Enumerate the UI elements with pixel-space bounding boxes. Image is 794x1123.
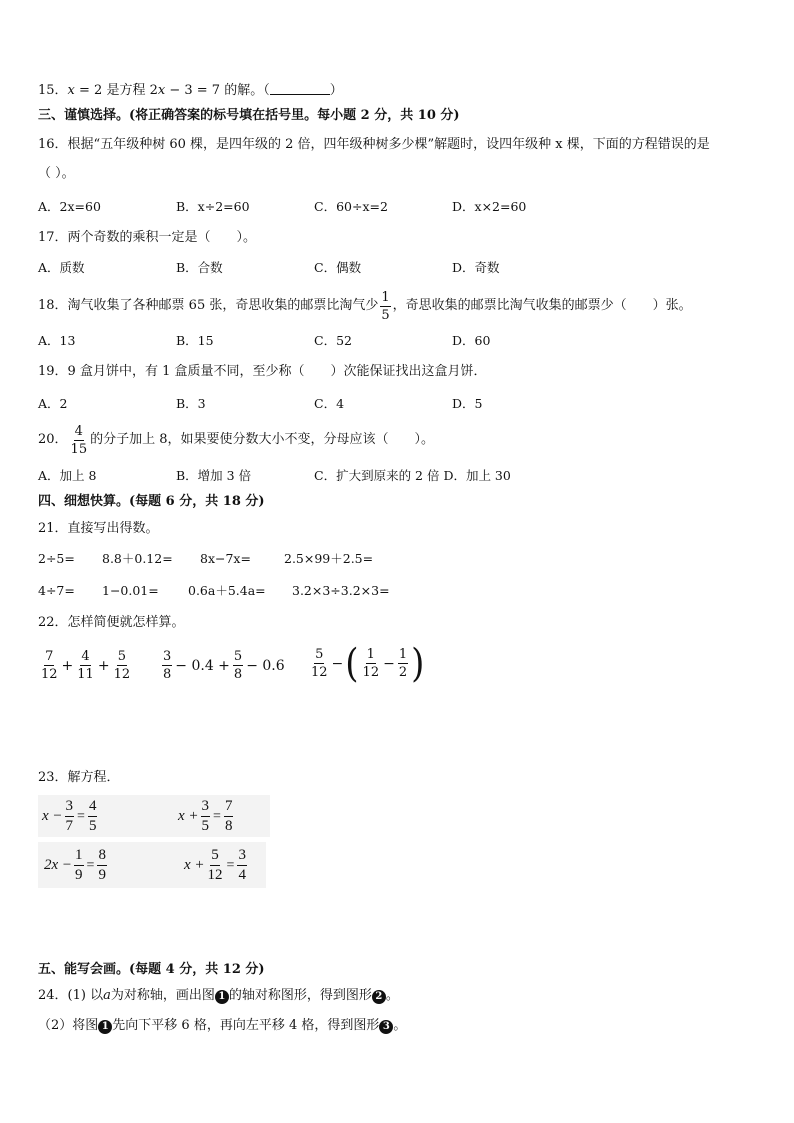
option-c[interactable]: C．60÷x=2 (314, 199, 388, 214)
numerator: 4 (74, 423, 83, 439)
calc-item: 2÷5= (38, 551, 75, 566)
fraction (113, 648, 132, 683)
variable: x (157, 83, 166, 98)
equation-left: 2x − (44, 857, 73, 873)
question-text: 为对称轴，画出图 (110, 988, 215, 1003)
equation-left: x + (184, 857, 205, 873)
operator: + (97, 657, 110, 674)
denominator: 12 (41, 667, 58, 682)
expression-1 (38, 648, 133, 683)
option-c[interactable]: C．52 (314, 333, 352, 348)
numerator: 3 (201, 797, 211, 817)
denominator: 8 (224, 818, 233, 834)
fraction (97, 846, 107, 885)
equals-sign: = (77, 808, 85, 824)
operator: − 0.6 (246, 657, 285, 674)
equation-left: x + (178, 808, 199, 824)
circled-number: 1 (98, 1020, 112, 1034)
option-b[interactable]: B．合数 (176, 260, 223, 275)
numerator: 5 (117, 649, 126, 664)
fraction (65, 797, 75, 836)
calc-item: 8.8＋0.12= (102, 551, 173, 566)
option-a[interactable]: A．2 (38, 396, 68, 411)
question-text: 先向下平移 6 格，再向左平移 4 格，得到图形 (112, 1018, 380, 1033)
option-d[interactable]: D．60 (452, 333, 491, 348)
question-20 (38, 420, 434, 460)
operator: − (331, 655, 344, 672)
question-text: 24．(1) 以 (38, 988, 104, 1003)
calc-item: 0.6a＋5.4a= (188, 583, 266, 598)
fraction (162, 648, 172, 683)
expression-2 (160, 648, 286, 683)
fraction (76, 648, 95, 683)
numerator: 1 (381, 289, 390, 305)
denominator: 12 (207, 867, 223, 883)
question-text: 的轴对称图形，得到图形 (228, 988, 372, 1003)
fraction (40, 648, 59, 683)
question-21-text: 21．直接写出得数。 (38, 521, 159, 536)
option-b[interactable]: B．15 (176, 333, 214, 348)
calc-item: 1−0.01= (102, 583, 159, 598)
question-16-text-cont: （ ）。 (38, 166, 75, 181)
option-a[interactable]: A．13 (38, 333, 76, 348)
option-c[interactable]: C．偶数 (314, 260, 362, 275)
section-heading-5: 五、能写会画。(每题 4 分，共 12 分) (38, 962, 265, 977)
option-a[interactable]: A．质数 (38, 260, 85, 275)
equation-part: = 2 (74, 83, 103, 98)
answer-blank[interactable] (270, 82, 330, 95)
question-text: 的分子加上 8，如果要使分数大小不变，分母应该（ ）。 (90, 432, 434, 447)
operator: − (383, 655, 395, 672)
fraction (380, 289, 390, 324)
option-c[interactable]: C．4 (314, 396, 345, 411)
denominator: 9 (75, 867, 83, 883)
fraction (310, 646, 329, 681)
equation-4 (184, 846, 249, 885)
equation-1 (42, 797, 99, 836)
question-text: 。 (385, 988, 399, 1003)
variable: x (67, 83, 75, 98)
numerator: 3 (163, 649, 172, 664)
numerator: 5 (233, 649, 243, 664)
circled-number: 1 (215, 990, 229, 1004)
calc-item: 3.2×3÷3.2×3= (292, 583, 390, 598)
option-c-d[interactable]: C．扩大到原来的 2 倍 D．加上 30 (314, 468, 511, 483)
option-b[interactable]: B．增加 3 倍 (176, 468, 252, 483)
numerator: 5 (210, 846, 220, 866)
fraction (224, 797, 234, 836)
numerator: 7 (45, 649, 54, 664)
question-15 (38, 82, 343, 99)
denominator: 9 (98, 867, 106, 883)
option-d[interactable]: D．x×2=60 (452, 199, 527, 214)
operator: − 0.4 + (175, 657, 230, 674)
fraction (362, 646, 381, 681)
numerator: 3 (237, 846, 247, 866)
question-16-text: 16．根据“五年级种树 60 棵，是四年级的 2 倍，四年级种树多少棵”解题时，设四年级种 x 棵，下面的方程错误的是 (38, 137, 710, 152)
fraction (207, 846, 224, 885)
denominator: 11 (77, 667, 94, 682)
option-b[interactable]: B．3 (176, 396, 206, 411)
denominator: 7 (65, 818, 74, 834)
question-text: ，奇思收集的邮票比淘气收集的邮票少（ ）张。 (392, 298, 692, 313)
question-22-text: 22．怎样简便就怎样算。 (38, 615, 185, 630)
denominator: 5 (88, 818, 97, 834)
numerator: 4 (81, 649, 90, 664)
question-19-text: 19．9 盒月饼中，有 1 盒质量不同，至少称（ ）次能保证找出这盒月饼． (38, 364, 487, 379)
option-d[interactable]: D．奇数 (452, 260, 500, 275)
equation-part: 2 (149, 83, 158, 98)
axis-label: a (103, 988, 111, 1003)
section-heading-3: 三、谨慎选择。(将正确答案的标号填在括号里。每小题 2 分，共 10 分) (38, 108, 460, 123)
question-24-part-2 (38, 1018, 406, 1034)
denominator: 12 (362, 665, 380, 680)
question-17-text: 17．两个奇数的乘积一定是（ ）。 (38, 230, 257, 245)
section-heading-4: 四、细想快算。(每题 6 分，共 18 分) (38, 494, 265, 509)
question-18 (38, 286, 692, 326)
question-text: 。 (393, 1018, 407, 1033)
operator: + (61, 657, 74, 674)
bracket: ） (329, 83, 343, 98)
numerator: 4 (88, 797, 98, 817)
denominator: 2 (398, 665, 408, 680)
calc-item: 2.5×99＋2.5= (284, 551, 374, 566)
numerator: 7 (224, 797, 234, 817)
question-23-text: 23．解方程． (38, 770, 120, 785)
fraction (88, 797, 98, 836)
denominator: 15 (70, 441, 88, 457)
denominator: 4 (238, 867, 246, 883)
question-text: 是方程 (102, 83, 150, 98)
left-paren: ( (345, 640, 359, 687)
fraction (237, 846, 247, 885)
question-text: 18．淘气收集了各种邮票 65 张，奇思收集的邮票比淘气少 (38, 298, 379, 313)
numerator: 1 (366, 647, 375, 662)
equals-sign: = (226, 857, 235, 873)
circled-number: 2 (372, 990, 386, 1004)
question-text: 的解。（ (220, 83, 270, 98)
calc-item: 4÷7= (38, 583, 75, 598)
numerator: 3 (65, 797, 75, 817)
equation-part: − 3 = 7 (165, 83, 221, 98)
expression-3 (308, 640, 425, 687)
denominator: 5 (381, 307, 390, 323)
equals-sign: = (213, 808, 221, 824)
question-24-part-1 (38, 988, 399, 1004)
circled-number: 3 (379, 1020, 393, 1034)
right-paren: ) (411, 640, 425, 687)
fraction (74, 846, 84, 885)
denominator: 8 (233, 667, 243, 682)
equation-left: x − (42, 808, 63, 824)
equals-sign: = (86, 857, 95, 873)
equation-3 (44, 846, 109, 885)
fraction (233, 648, 243, 683)
numerator: 1 (398, 647, 408, 662)
calc-item: 8x−7x= (200, 551, 251, 566)
fraction (398, 646, 408, 681)
equation-2 (178, 797, 235, 836)
numerator: 1 (74, 846, 84, 866)
numerator: 5 (315, 647, 324, 662)
question-number: 20． (38, 432, 68, 447)
option-d[interactable]: D．5 (452, 396, 483, 411)
question-number: 15． (38, 83, 68, 98)
option-b[interactable]: B．x÷2=60 (176, 199, 250, 214)
denominator: 12 (113, 667, 131, 682)
denominator: 8 (163, 667, 172, 682)
option-a[interactable]: A．2x=60 (38, 199, 101, 214)
question-text: （2）将图 (38, 1018, 99, 1033)
denominator: 5 (201, 818, 210, 834)
fraction (201, 797, 211, 836)
option-a[interactable]: A．加上 8 (38, 468, 97, 483)
denominator: 12 (311, 665, 328, 680)
fraction (70, 423, 89, 458)
numerator: 8 (97, 846, 107, 866)
